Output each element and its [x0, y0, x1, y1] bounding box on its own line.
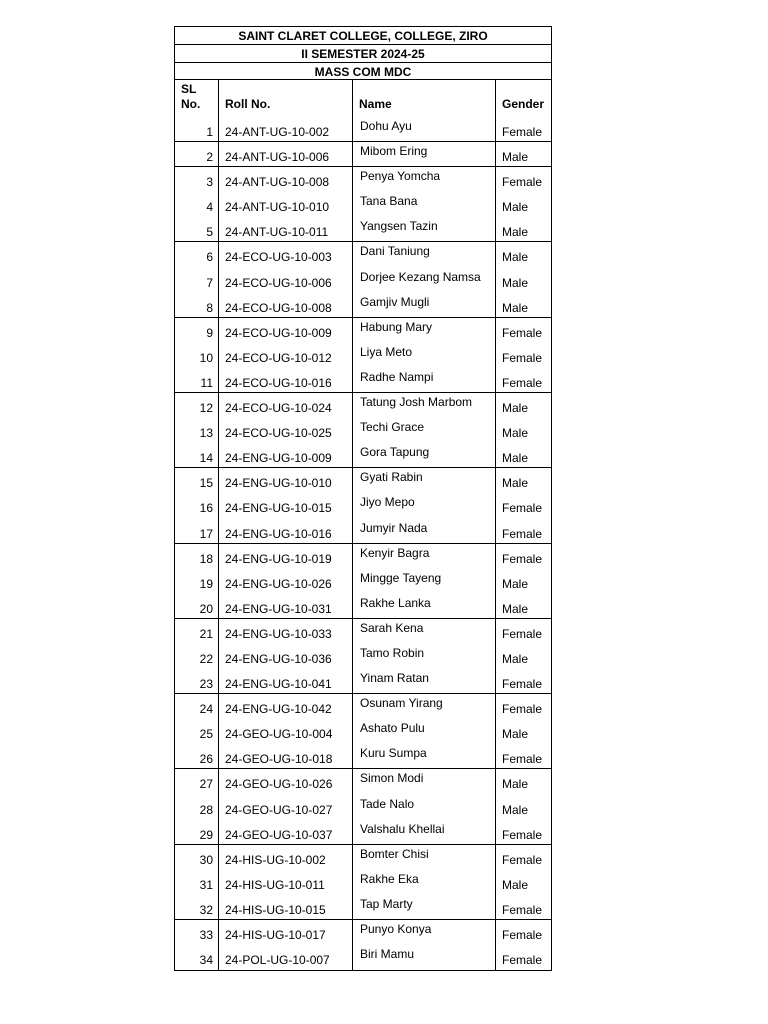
sl-cell: 9 — [206, 325, 213, 340]
name-cell: Techi Grace — [352, 418, 495, 443]
sl-cell: 32 — [199, 902, 213, 917]
sl-cell: 10 — [199, 350, 213, 365]
table-row — [175, 468, 551, 493]
name-cell: Gyati Rabin — [352, 468, 495, 493]
roll-cell: 24-ECO-UG-10-006 — [218, 268, 352, 293]
sl-cell: 27 — [199, 777, 213, 792]
sl-cell: 25 — [199, 727, 213, 742]
name-cell: Kenyir Bagra — [352, 544, 495, 569]
roll-cell: 24-HIS-UG-10-017 — [218, 920, 352, 945]
gender-cell: Female — [495, 895, 553, 919]
roll-cell: 24-ENG-UG-10-016 — [218, 519, 352, 543]
sl-cell: 31 — [199, 877, 213, 892]
name-cell: Mingge Tayeng — [352, 569, 495, 594]
semester-title: II SEMESTER 2024-25 — [174, 44, 552, 62]
table-row — [175, 820, 551, 845]
gender-cell: Male — [495, 418, 553, 443]
table-row — [175, 368, 551, 393]
gender-cell: Male — [495, 443, 553, 467]
roll-cell: 24-HIS-UG-10-011 — [218, 870, 352, 895]
gender-cell: Male — [495, 293, 553, 317]
name-cell: Sarah Kena — [352, 619, 495, 644]
sl-cell: 20 — [199, 601, 213, 616]
gender-cell: Female — [495, 920, 553, 945]
sl-cell: 28 — [199, 802, 213, 817]
sl-cell: 8 — [206, 300, 213, 315]
table-row — [175, 293, 551, 318]
sl-cell: 7 — [206, 275, 213, 290]
gender-cell: Female — [495, 694, 553, 719]
table-row — [175, 719, 551, 744]
gender-cell: Male — [495, 594, 553, 618]
table-row — [175, 343, 551, 368]
gender-cell: Female — [495, 845, 553, 870]
table-row — [175, 619, 551, 644]
roll-cell: 24-ENG-UG-10-031 — [218, 594, 352, 618]
name-cell: Liya Meto — [352, 343, 495, 368]
table-row — [175, 192, 551, 217]
roll-cell: 24-ANT-UG-10-008 — [218, 167, 352, 192]
name-cell: Dorjee Kezang Namsa — [352, 268, 495, 293]
sl-cell: 12 — [199, 401, 213, 416]
roll-cell: 24-ENG-UG-10-015 — [218, 493, 352, 518]
roll-cell: 24-ENG-UG-10-033 — [218, 619, 352, 644]
gender-cell: Male — [495, 795, 553, 820]
name-cell: Valshalu Khellai — [352, 820, 495, 844]
table-header — [174, 80, 552, 117]
table-row — [175, 142, 551, 167]
sl-cell: 33 — [199, 928, 213, 942]
roll-cell: 24-GEO-UG-10-004 — [218, 719, 352, 744]
gender-cell: Female — [495, 544, 553, 569]
gender-cell: Female — [495, 343, 553, 368]
roll-cell: 24-ECO-UG-10-009 — [218, 318, 352, 343]
gender-cell: Male — [495, 192, 553, 217]
name-cell: Tade Nalo — [352, 795, 495, 820]
roll-cell: 24-ANT-UG-10-006 — [218, 142, 352, 166]
gender-cell: Female — [495, 519, 553, 543]
name-cell: Jiyo Mepo — [352, 493, 495, 518]
gender-cell: Female — [495, 167, 553, 192]
sl-header — [175, 80, 218, 117]
gender-cell: Male — [495, 468, 553, 493]
roll-cell: 24-GEO-UG-10-026 — [218, 769, 352, 794]
gender-cell: Male — [495, 870, 553, 895]
roll-cell: 24-ECO-UG-10-008 — [218, 293, 352, 317]
gender-cell: Male — [495, 242, 553, 267]
table-row — [175, 242, 551, 267]
name-header: Name — [352, 80, 495, 117]
table-row — [175, 544, 551, 569]
roll-cell: 24-ENG-UG-10-036 — [218, 644, 352, 669]
name-cell: Penya Yomcha — [352, 167, 495, 192]
gender-cell: Male — [495, 393, 553, 418]
table-row — [175, 268, 551, 293]
name-cell: Habung Mary — [352, 318, 495, 343]
gender-cell: Male — [495, 217, 553, 241]
sl-cell: 26 — [199, 752, 213, 767]
table-row — [175, 217, 551, 242]
table-row — [175, 769, 551, 794]
table-row — [175, 895, 551, 920]
name-cell: Kuru Sumpa — [352, 744, 495, 768]
roll-cell: 24-ANT-UG-10-011 — [218, 217, 352, 241]
sl-cell: 2 — [206, 150, 213, 165]
table-row — [175, 945, 551, 970]
roll-cell: 24-HIS-UG-10-015 — [218, 895, 352, 919]
table-row — [175, 117, 551, 142]
sl-cell: 6 — [206, 250, 213, 265]
table-row — [175, 167, 551, 192]
name-cell: Bomter Chisi — [352, 845, 495, 870]
roll-cell: 24-ECO-UG-10-012 — [218, 343, 352, 368]
name-cell: Yinam Ratan — [352, 669, 495, 693]
name-cell: Tana Bana — [352, 192, 495, 217]
sl-cell: 29 — [199, 827, 213, 842]
gender-cell: Male — [495, 769, 553, 794]
roll-cell: 24-ECO-UG-10-024 — [218, 393, 352, 418]
table-row — [175, 318, 551, 343]
table-row — [175, 569, 551, 594]
name-cell: Mibom Ering — [352, 142, 495, 166]
roll-cell: 24-ECO-UG-10-003 — [218, 242, 352, 267]
table-row — [175, 519, 551, 544]
sl-cell: 4 — [206, 200, 213, 215]
sl-header-line1: SL — [181, 82, 197, 96]
name-cell: Jumyir Nada — [352, 519, 495, 543]
roll-cell: 24-ANT-UG-10-010 — [218, 192, 352, 217]
gender-cell: Male — [495, 142, 553, 166]
roll-cell: 24-GEO-UG-10-027 — [218, 795, 352, 820]
roll-cell: 24-ENG-UG-10-010 — [218, 468, 352, 493]
gender-cell: Male — [495, 569, 553, 594]
gender-cell: Male — [495, 644, 553, 669]
table-row — [175, 594, 551, 619]
sl-cell: 21 — [199, 626, 213, 641]
table-row — [175, 669, 551, 694]
table-row — [175, 694, 551, 719]
gender-cell: Female — [495, 744, 553, 768]
college-title: SAINT CLARET COLLEGE, COLLEGE, ZIRO — [174, 26, 552, 44]
sl-cell: 11 — [200, 375, 213, 390]
sl-cell: 30 — [199, 852, 213, 867]
gender-cell: Female — [495, 493, 553, 518]
gender-cell: Male — [495, 268, 553, 293]
name-cell: Radhe Nampi — [352, 368, 495, 392]
name-cell: Tap Marty — [352, 895, 495, 919]
sl-cell: 15 — [199, 476, 213, 491]
roll-cell: 24-POL-UG-10-007 — [218, 945, 352, 970]
table-row — [175, 920, 551, 945]
name-cell: Rakhe Eka — [352, 870, 495, 895]
roll-header: Roll No. — [218, 80, 352, 117]
roll-cell: 24-ECO-UG-10-016 — [218, 368, 352, 392]
name-cell: Gamjiv Mugli — [352, 293, 495, 317]
sl-cell: 34 — [199, 953, 213, 968]
sl-cell: 17 — [199, 526, 213, 541]
student-list-sheet — [174, 26, 552, 971]
roll-cell: 24-ENG-UG-10-041 — [218, 669, 352, 693]
name-cell: Osunam Yirang — [352, 694, 495, 719]
roll-cell: 24-ENG-UG-10-009 — [218, 443, 352, 467]
sl-cell: 24 — [199, 702, 213, 717]
name-cell: Gora Tapung — [352, 443, 495, 467]
gender-cell: Female — [495, 619, 553, 644]
table-row — [175, 644, 551, 669]
sl-cell: 5 — [206, 225, 213, 240]
name-cell: Punyo Konya — [352, 920, 495, 945]
sl-cell: 18 — [199, 551, 213, 566]
roll-cell: 24-GEO-UG-10-018 — [218, 744, 352, 768]
name-cell: Ashato Pulu — [352, 719, 495, 744]
table-row — [175, 443, 551, 468]
table-row — [175, 744, 551, 769]
sl-cell: 23 — [199, 677, 213, 692]
table-row — [175, 795, 551, 820]
sl-cell: 1 — [206, 125, 213, 139]
gender-header: Gender — [495, 80, 553, 117]
name-cell: Simon Modi — [352, 769, 495, 794]
table-row — [175, 418, 551, 443]
sl-cell: 13 — [199, 426, 213, 441]
name-cell: Biri Mamu — [352, 945, 495, 970]
table-body — [174, 117, 552, 971]
course-title: MASS COM MDC — [174, 62, 552, 80]
sl-cell: 22 — [199, 651, 213, 666]
gender-cell: Female — [495, 318, 553, 343]
name-cell: Dohu Ayu — [352, 117, 495, 141]
gender-cell: Female — [495, 368, 553, 392]
gender-cell: Female — [495, 117, 553, 141]
roll-cell: 24-ECO-UG-10-025 — [218, 418, 352, 443]
table-row — [175, 870, 551, 895]
gender-cell: Female — [495, 820, 553, 844]
name-cell: Tamo Robin — [352, 644, 495, 669]
table-row — [175, 393, 551, 418]
roll-cell: 24-ENG-UG-10-042 — [218, 694, 352, 719]
table-row — [175, 493, 551, 518]
name-cell: Dani Taniung — [352, 242, 495, 267]
sl-cell: 3 — [206, 175, 213, 190]
name-cell: Rakhe Lanka — [352, 594, 495, 618]
gender-cell: Female — [495, 669, 553, 693]
roll-cell: 24-ANT-UG-10-002 — [218, 117, 352, 141]
name-cell: Tatung Josh Marbom — [352, 393, 495, 418]
gender-cell: Female — [495, 945, 553, 970]
sl-header-line2: No. — [181, 97, 201, 111]
roll-cell: 24-ENG-UG-10-019 — [218, 544, 352, 569]
roll-cell: 24-HIS-UG-10-002 — [218, 845, 352, 870]
roll-cell: 24-GEO-UG-10-037 — [218, 820, 352, 844]
sl-cell: 14 — [199, 451, 213, 466]
name-cell: Yangsen Tazin — [352, 217, 495, 241]
roll-cell: 24-ENG-UG-10-026 — [218, 569, 352, 594]
table-row — [175, 845, 551, 870]
sl-cell: 16 — [199, 501, 213, 516]
sl-cell: 19 — [199, 576, 213, 591]
gender-cell: Male — [495, 719, 553, 744]
